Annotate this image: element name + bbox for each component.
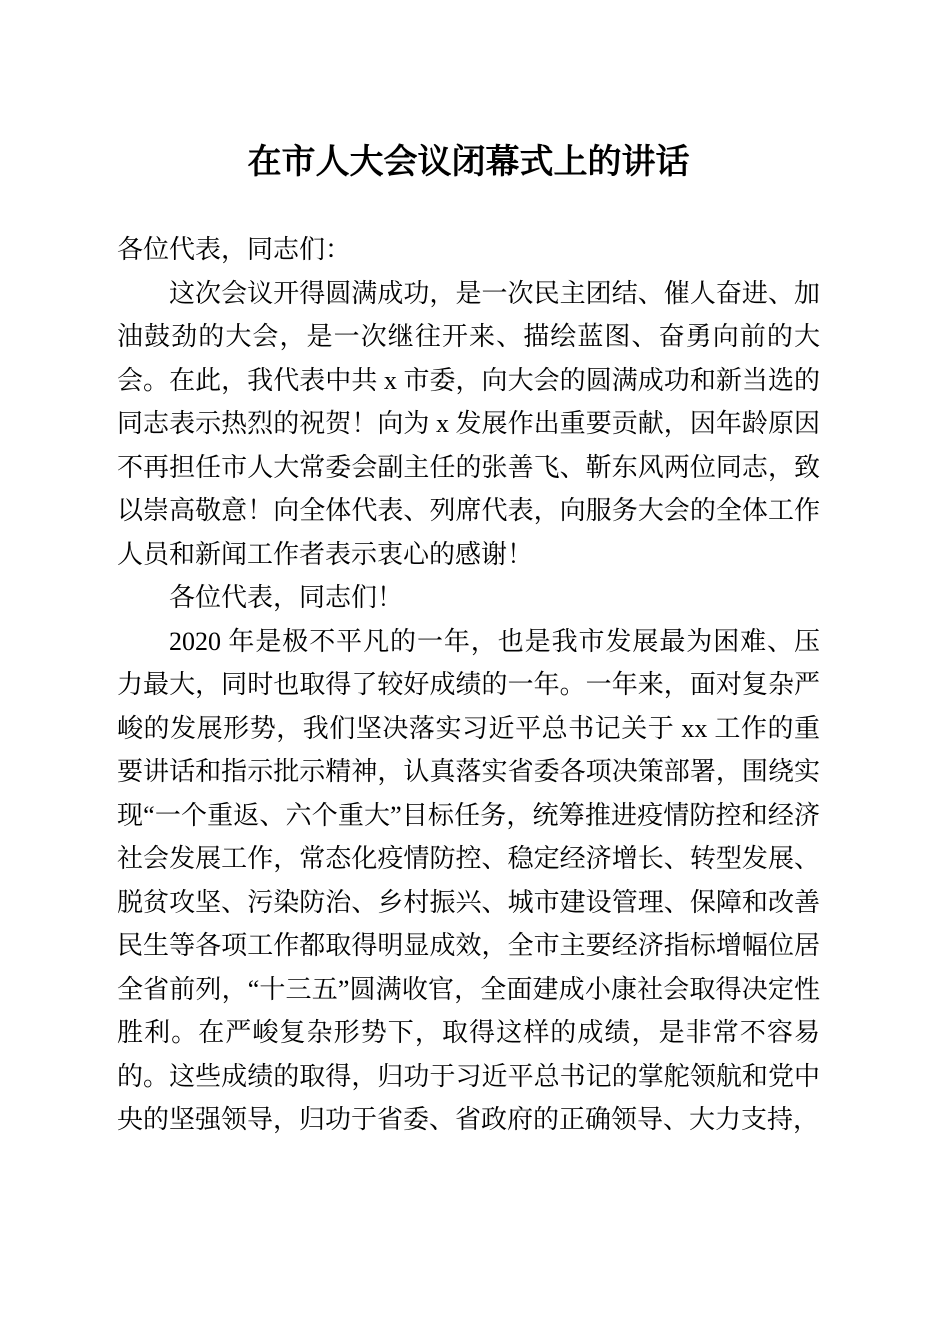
paragraph: 各位代表，同志们：	[117, 235, 352, 264]
document-body	[117, 228, 820, 1142]
paragraph: 各位代表，同志们！	[169, 583, 404, 612]
paragraph: 这次会议开得圆满成功，是一次民主团结、催人奋进、加油鼓劲的大会，是一次继往开来、描绘蓝图、奋勇向前的大会。在此，我代表中共 x 市委，向大会的圆满成功和新当选的同志表示热烈的祝贺！向为 x 发展作出重要贡献，因年龄原因不再担任市人大常委会副主任的张善飞、靳东风两位同志，致以崇高敬意！向全体代表、列席代表，向服务大会的全体工作人员和新闻工作者表示衷心的感谢！	[117, 278, 820, 569]
document-title: 在市人大会议闭幕式上的讲话	[247, 144, 690, 181]
paragraph: 2020 年是极不平凡的一年，也是我市发展最为困难、压力最大，同时也取得了较好成绩的一年。一年来，面对复杂严峻的发展形势，我们坚决落实习近平总书记关于 xx 工作的重要讲话和指示批示精神，认真落实省委各项决策部署，围绕实现“一个重返、六个重大”目标任务，统筹推进疫情防控和经济社会发展工作，常态化疫情防控、稳定经济增长、转型发展、脱贫攻坚、污染防治、乡村振兴、城市建设管理、保障和改善民生等各项工作都取得明显成效，全市主要经济指标增幅位居全省前列，“十三五”圆满收官，全面建成小康社会取得决定性胜利。在严峻复杂形势下，取得这样的成绩，是非常不容易的。这些成绩的取得，归功于习近平总书记的掌舵领航和党中央的坚强领导，归功于省委、省政府的正确领导、大力支持，	[117, 626, 820, 1134]
